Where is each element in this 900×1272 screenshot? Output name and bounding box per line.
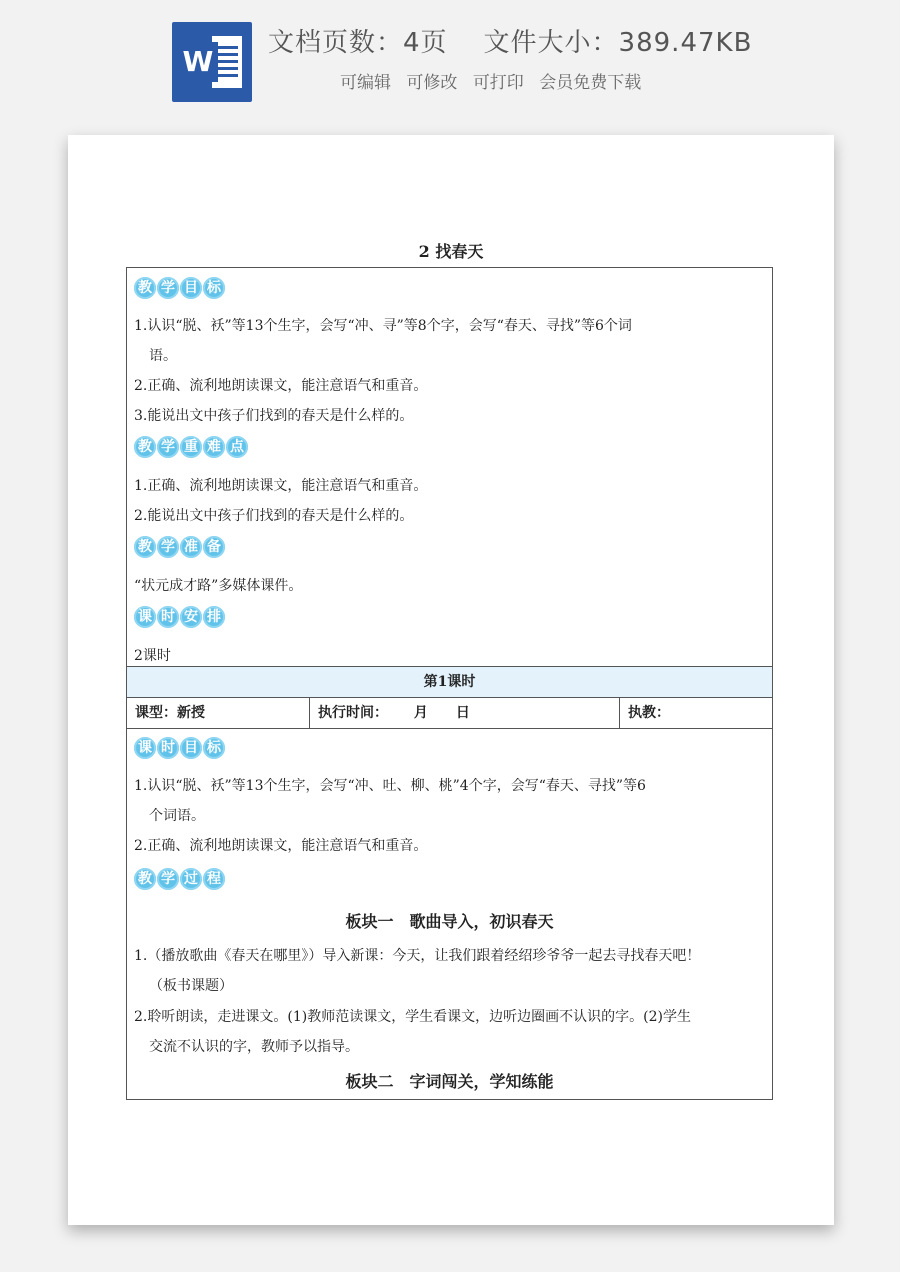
goal-line: 1.认识“脱、袄”等13个生字，会写“冲、寻”等8个字，会写“春天、寻找”等6个词 xyxy=(134,318,632,334)
lesson-teacher: 执教： xyxy=(628,705,670,721)
heading-preparation xyxy=(134,536,225,558)
heading-char: 排 xyxy=(203,606,225,628)
lesson-goal-line: 2.正确、流利地朗读课文，能注意语气和重音。 xyxy=(134,838,428,854)
lesson-body-cell xyxy=(127,728,772,1099)
heading-char: 学 xyxy=(157,277,179,299)
heading-char: 标 xyxy=(203,277,225,299)
feature-list xyxy=(340,68,651,93)
feature-free-download: 会员免费下载 xyxy=(539,73,642,93)
overview-cell xyxy=(127,268,772,666)
lesson-plan-table xyxy=(126,267,773,1100)
difficulty-line: 2.能说出文中孩子们找到的春天是什么样的。 xyxy=(134,508,414,524)
heading-char: 教 xyxy=(134,436,156,458)
heading-lesson-goals xyxy=(134,737,225,759)
heading-char: 目 xyxy=(180,737,202,759)
lesson-meta-row xyxy=(127,697,772,728)
heading-char: 难 xyxy=(203,436,225,458)
heading-char: 学 xyxy=(157,868,179,890)
heading-teaching-process xyxy=(134,868,225,890)
feature-modifiable: 可修改 xyxy=(406,73,458,93)
process-line: 2.聆听朗读，走进课文。(1)教师范读课文，学生看课文，边听边圈画不认识的字。(2)学生 xyxy=(134,1009,692,1025)
heading-char: 时 xyxy=(157,737,179,759)
heading-char: 过 xyxy=(180,868,202,890)
goal-line: 3.能说出文中孩子们找到的春天是什么样的。 xyxy=(134,408,414,424)
heading-char: 程 xyxy=(203,868,225,890)
heading-char: 重 xyxy=(180,436,202,458)
goal-line: 语。 xyxy=(149,348,177,364)
heading-teaching-goals xyxy=(134,277,225,299)
heading-char: 学 xyxy=(157,536,179,558)
document-title: 2 找春天 xyxy=(418,242,484,261)
process-line: 交流不认识的字，教师予以指导。 xyxy=(149,1039,359,1055)
block-two-title: 板块二 字词闯关，学知练能 xyxy=(345,1072,554,1091)
word-document-icon xyxy=(172,22,252,102)
file-info-banner xyxy=(0,0,900,120)
heading-char: 准 xyxy=(180,536,202,558)
heading-char: 安 xyxy=(180,606,202,628)
lesson-time: 执行时间： 月 日 xyxy=(310,698,620,728)
block-one-title: 板块一 歌曲导入，初识春天 xyxy=(345,912,554,931)
heading-char: 目 xyxy=(180,277,202,299)
lesson-goal-line: 1.认识“脱、袄”等13个生字，会写“冲、吐、柳、桃”4个字，会写“春天、寻找”等6 xyxy=(134,778,646,794)
heading-char: 课 xyxy=(134,737,156,759)
heading-char: 学 xyxy=(157,436,179,458)
file-size: 文件大小：389.47KB xyxy=(483,28,753,58)
heading-char: 课 xyxy=(134,606,156,628)
heading-char: 教 xyxy=(134,277,156,299)
heading-schedule xyxy=(134,606,225,628)
heading-char: 教 xyxy=(134,868,156,890)
feature-printable: 可打印 xyxy=(472,73,524,93)
heading-char: 标 xyxy=(203,737,225,759)
difficulty-line: 1.正确、流利地朗读课文，能注意语气和重音。 xyxy=(134,478,428,494)
word-icon-letter: W xyxy=(178,42,218,82)
schedule-line: 2课时 xyxy=(134,648,171,664)
heading-char: 教 xyxy=(134,536,156,558)
feature-editable: 可编辑 xyxy=(340,73,391,93)
process-line: 1.（播放歌曲《春天在哪里》）导入新课：今天，让我们跟着经绍珍爷爷一起去寻找春天吧！ xyxy=(134,948,701,964)
page-count: 文档页数：4页 xyxy=(268,28,448,58)
heading-key-difficulties xyxy=(134,436,248,458)
lesson-title-row: 第1课时 xyxy=(127,666,772,697)
preparation-line: “状元成才路”多媒体课件。 xyxy=(134,578,303,594)
heading-char: 点 xyxy=(226,436,248,458)
document-page xyxy=(68,135,834,1225)
goal-line: 2.正确、流利地朗读课文，能注意语气和重音。 xyxy=(134,378,428,394)
lesson-goal-line: 个词语。 xyxy=(149,808,205,824)
lesson-type: 课型：新授 xyxy=(127,698,310,728)
heading-char: 备 xyxy=(203,536,225,558)
heading-char: 时 xyxy=(157,606,179,628)
file-stats xyxy=(268,22,752,59)
process-line: （板书课题） xyxy=(149,978,233,994)
